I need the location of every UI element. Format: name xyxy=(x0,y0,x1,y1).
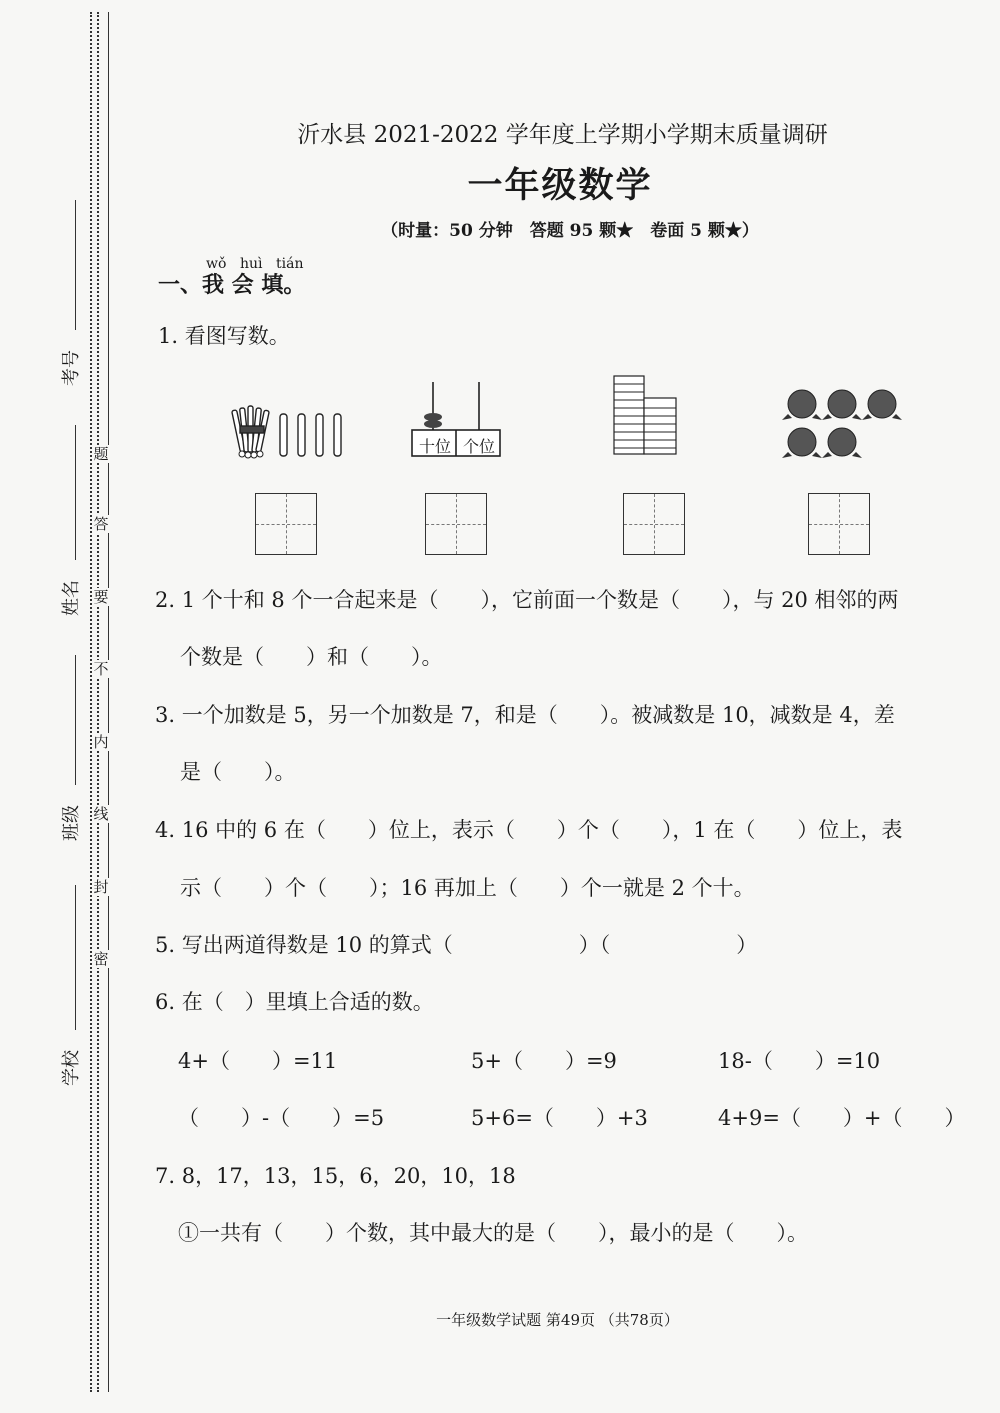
q6-row2-item2: 5+6=（ ）+3 xyxy=(471,1106,648,1130)
field-line-class[interactable] xyxy=(75,655,76,785)
field-line-school[interactable] xyxy=(75,885,76,1030)
seal-char: 题 xyxy=(93,445,109,463)
answer-box-2[interactable] xyxy=(425,493,487,555)
question-2-line-2: 个数是（ ）和（ ）。 xyxy=(180,645,443,669)
q6-row2-item3: 4+9=（ ）+（ ） xyxy=(718,1106,966,1130)
question-1: 1. 看图写数。 xyxy=(158,324,290,348)
question-7-part-1: ①一共有（ ）个数，其中最大的是（ ），最小的是（ ）。 xyxy=(178,1221,808,1245)
field-line-name[interactable] xyxy=(75,425,76,560)
exam-title: 一年级数学 xyxy=(467,166,653,206)
question-6: 6. 在（ ）里填上合适的数。 xyxy=(155,990,434,1014)
page-footer: 一年级数学试题 第49页 （共78页） xyxy=(436,1311,679,1329)
seal-char: 不 xyxy=(93,660,109,678)
question-3-line-2: 是（ ）。 xyxy=(180,760,296,784)
answer-box-1[interactable] xyxy=(255,493,317,555)
question-4-line-1: 4. 16 中的 6 在（ ）位上，表示（ ）个（ ），1 在（ ）位上，表 xyxy=(155,818,903,842)
seal-char: 内 xyxy=(93,733,109,751)
blocks-icon xyxy=(612,374,678,456)
exam-subtitle: 沂水县 2021-2022 学年度上学期小学期末质量调研 xyxy=(297,122,828,148)
question-7: 7. 8，17，13，15，6，20，10，18 xyxy=(155,1164,516,1188)
peaches-icon xyxy=(782,384,902,462)
section-heading: 一、我 会 填。 xyxy=(158,273,306,298)
question-4-line-2: 示（ ）个（ ）；16 再加上（ ）个一就是 2 个十。 xyxy=(180,876,755,900)
question-5: 5. 写出两道得数是 10 的算式（ ）（ ） xyxy=(155,933,758,957)
field-label-exam-number: 考号 xyxy=(61,350,82,386)
seal-char: 要 xyxy=(93,588,109,606)
question-2-line-1: 2. 1 个十和 8 个一合起来是（ ），它前面一个数是（ ），与 20 相邻的两 xyxy=(155,588,899,612)
answer-box-4[interactable] xyxy=(808,493,870,555)
pinyin-tian: tián xyxy=(276,256,304,272)
pinyin-wo: wǒ xyxy=(206,256,227,272)
field-label-class: 班级 xyxy=(61,805,82,841)
q6-row2-item1: （ ）-（ ）=5 xyxy=(178,1106,385,1130)
field-label-school: 学校 xyxy=(61,1050,82,1086)
exam-note: （时量：50 分钟 答题 95 颗★ 卷面 5 颗★） xyxy=(381,221,759,241)
abacus-tens-label: 十位 xyxy=(418,437,451,456)
pinyin-hui: huì xyxy=(240,256,263,272)
sticks-bundle-icon xyxy=(222,398,352,460)
seal-char: 封 xyxy=(93,878,109,896)
field-label-name: 姓名 xyxy=(61,580,82,616)
q6-row1-item1: 4+（ ）=11 xyxy=(178,1049,338,1073)
seal-char: 线 xyxy=(93,805,109,823)
abacus-ones-label: 个位 xyxy=(462,437,495,456)
answer-box-3[interactable] xyxy=(623,493,685,555)
seal-char: 密 xyxy=(93,950,109,968)
question-3-line-1: 3. 一个加数是 5，另一个加数是 7，和是（ ）。被减数是 10，减数是 4，差 xyxy=(155,703,895,727)
seal-char: 答 xyxy=(93,515,109,533)
q6-row1-item2: 5+（ ）=9 xyxy=(471,1049,617,1073)
q6-row1-item3: 18-（ ）=10 xyxy=(718,1049,881,1073)
